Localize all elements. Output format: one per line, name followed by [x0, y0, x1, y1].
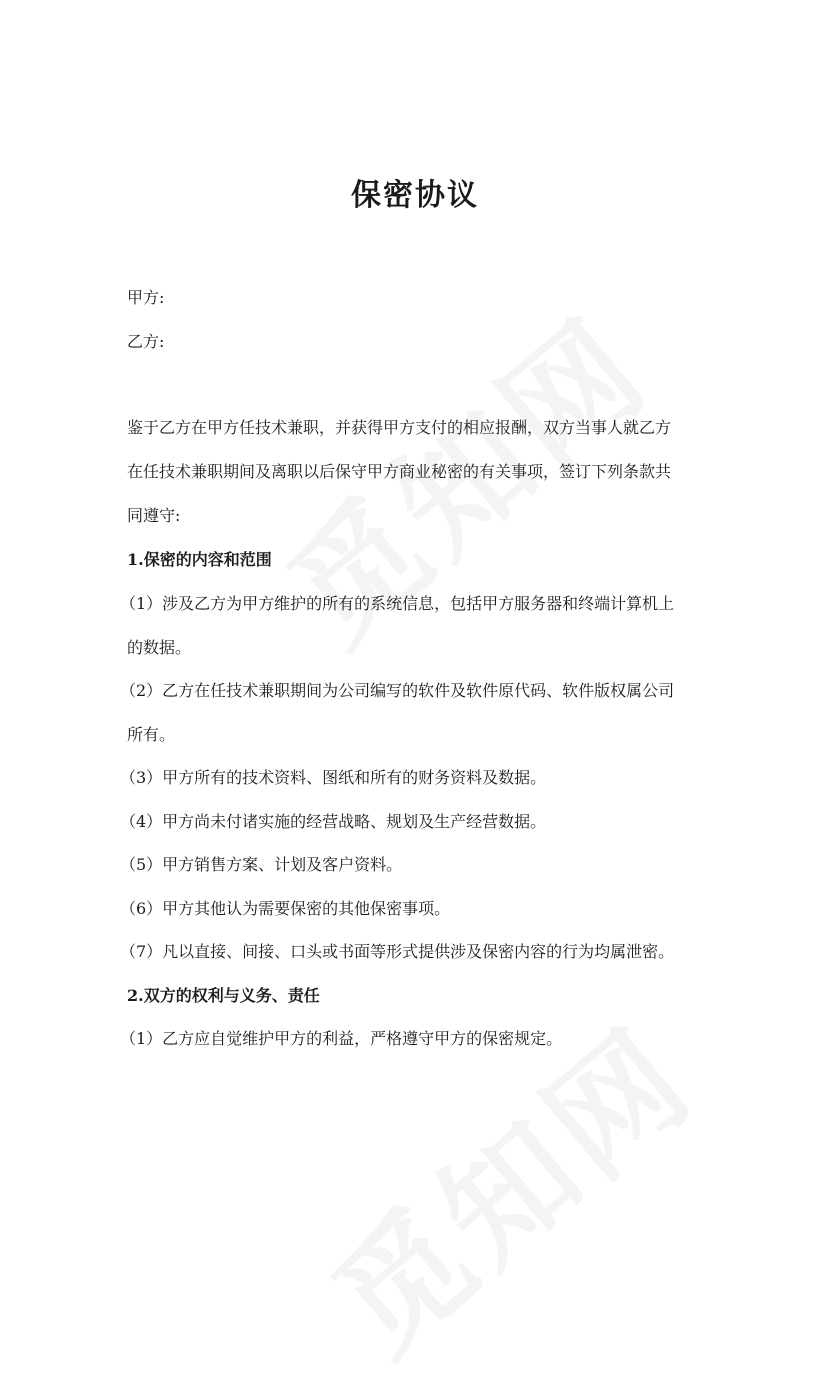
clause-line: （6）甲方其他认为需要保密的其他保密事项。 — [120, 899, 451, 918]
clause-line: （1）涉及乙方为甲方维护的所有的系统信息，包括甲方服务器和终端计算机上 — [120, 594, 675, 613]
section-heading: 2.双方的权利与义务、责任 — [127, 986, 320, 1005]
clause-line: （7）凡以直接、间接、口头或书面等形式提供涉及保密内容的行为均属泄密。 — [120, 942, 675, 961]
preamble-line: 同遵守: — [127, 506, 181, 525]
clause-line: （5）甲方销售方案、计划及客户资料。 — [120, 855, 403, 874]
clause-line: （1）乙方应自觉维护甲方的利益，严格遵守甲方的保密规定。 — [120, 1029, 563, 1048]
clause-line: 所有。 — [127, 725, 176, 744]
clause-line: 的数据。 — [127, 638, 192, 657]
preamble-line: 在任技术兼职期间及离职以后保守甲方商业秘密的有关事项，签订下列条款共 — [127, 462, 672, 481]
preamble-line: 鉴于乙方在甲方任技术兼职，并获得甲方支付的相应报酬，双方当事人就乙方 — [127, 418, 672, 437]
section-heading: 1.保密的内容和范围 — [127, 550, 272, 569]
clause-line: （2）乙方在任技术兼职期间为公司编写的软件及软件原代码、软件版权属公司 — [120, 681, 675, 700]
page-title: 保密协议 — [351, 178, 479, 213]
party-a-label: 甲方: — [127, 288, 165, 307]
party-b-label: 乙方: — [127, 332, 165, 351]
clause-line: （4）甲方尚未付诸实施的经营战略、规划及生产经营数据。 — [120, 812, 547, 831]
clause-line: （3）甲方所有的技术资料、图纸和所有的财务资料及数据。 — [120, 768, 547, 787]
